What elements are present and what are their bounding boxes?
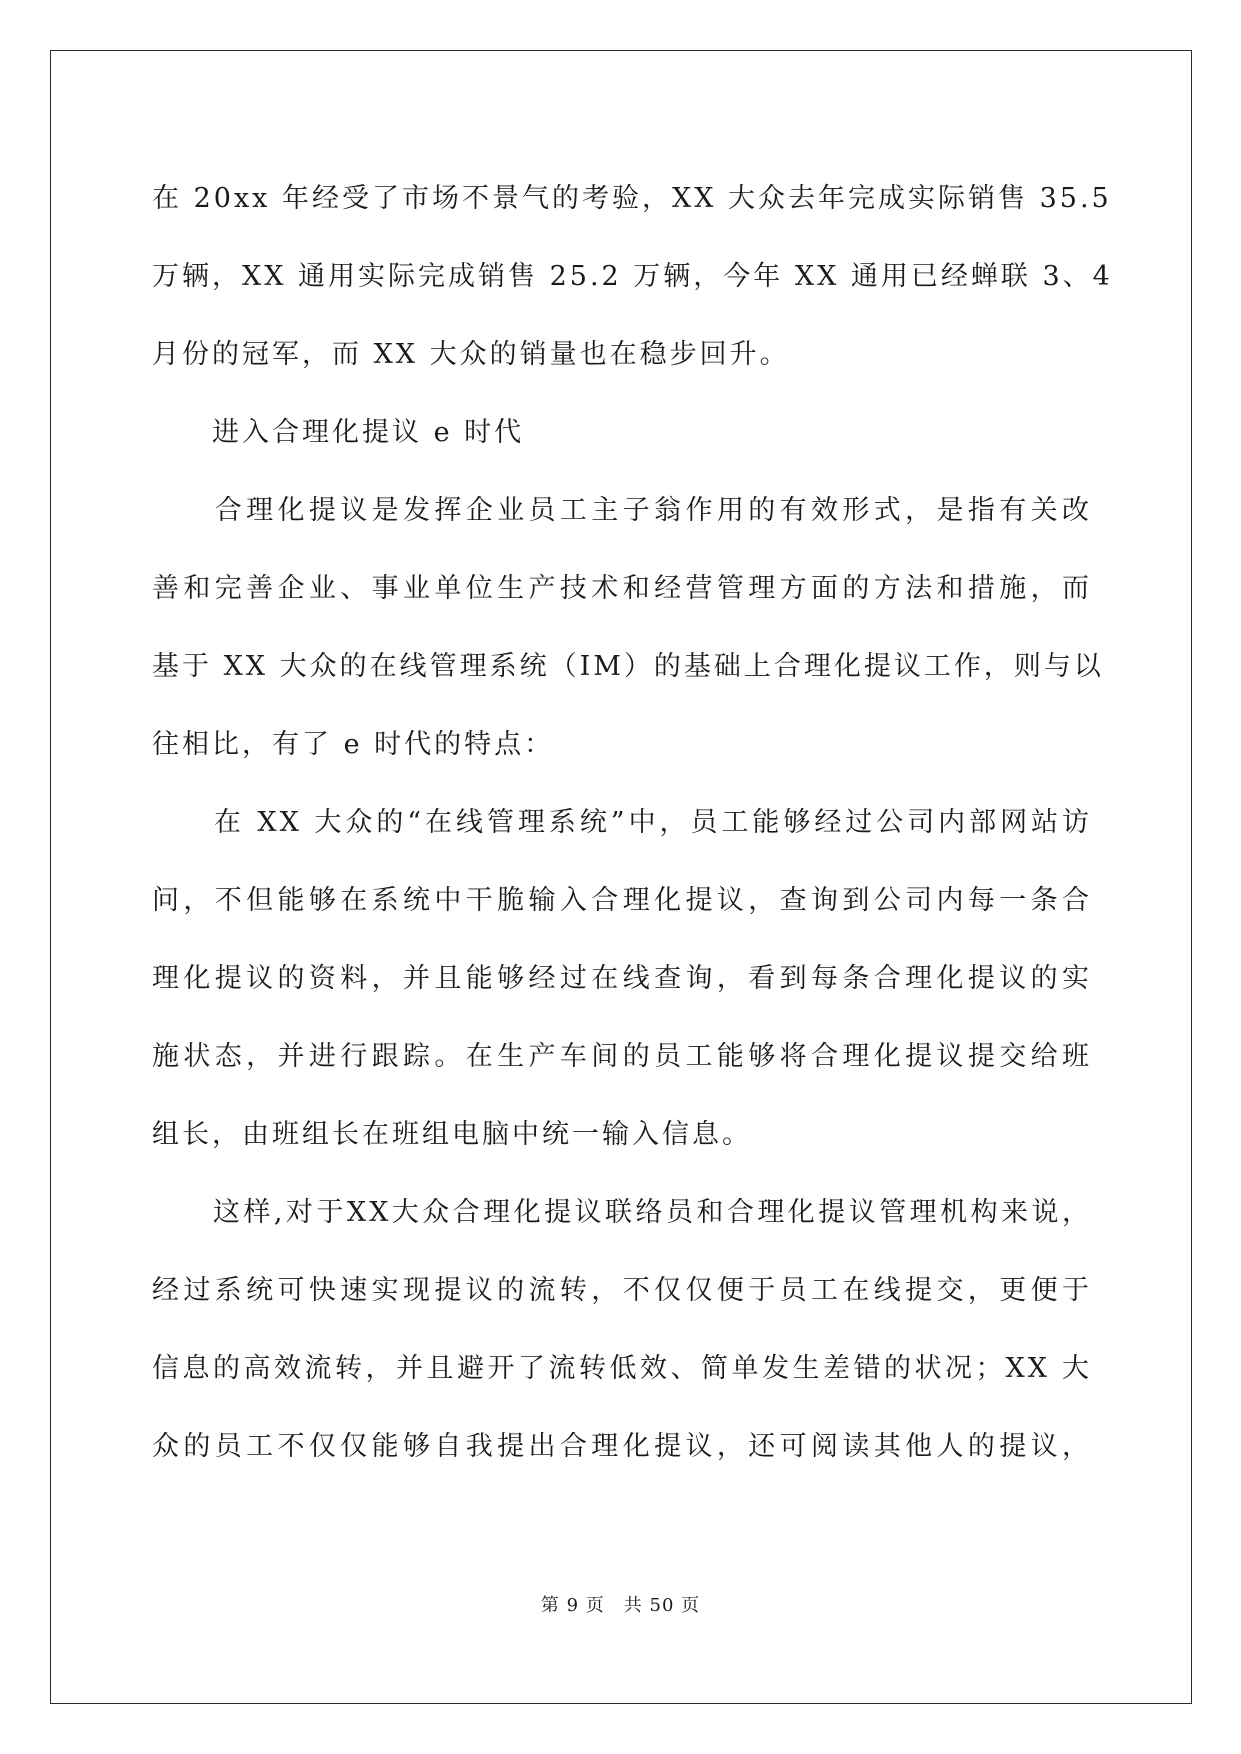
text-line: 众的员工不仅仅能够自我提出合理化提议，还可阅读其他人的提议， [152,1431,1092,1462]
document-body [152,160,1113,1486]
text-line: 往相比，有了 e 时代的特点： [152,729,555,760]
text-line: 这样,对于XX大众合理化提议联络员和合理化提议管理机构来说， [152,1197,1092,1228]
page-number-footer: 第 9 页 共 50 页 [540,1595,701,1616]
text-line: 基于 XX 大众的在线管理系统（IM）的基础上合理化提议工作，则与以 [152,651,1104,682]
text-line: 组长，由班组长在班组电脑中统一输入信息。 [152,1119,752,1150]
text-line: 合理化提议是发挥企业员工主子翁作用的有效形式，是指有关改 [152,495,1092,526]
text-line: 理化提议的资料，并且能够经过在线查询，看到每条合理化提议的实 [152,963,1092,994]
text-line: 月份的冠军，而 XX 大众的销量也在稳步回升。 [152,339,790,370]
text-line: 问，不但能够在系统中干脆输入合理化提议，查询到公司内每一条合 [152,885,1092,916]
text-line: 善和完善企业、事业单位生产技术和经营管理方面的方法和措施，而 [152,573,1092,604]
text-line: 信息的高效流转，并且避开了流转低效、简单发生差错的状况；XX 大 [152,1353,1092,1384]
text-line: 在 20xx 年经受了市场不景气的考验，XX 大众去年完成实际销售 35.5 [152,183,1112,214]
text-line: 万辆，XX 通用实际完成销售 25.2 万辆，今年 XX 通用已经蝉联 3、4 [152,261,1113,292]
text-line: 在 XX 大众的“在线管理系统”中，员工能够经过公司内部网站访 [152,807,1092,838]
section-heading: 进入合理化提议 e 时代 [152,417,525,448]
text-line: 经过系统可快速实现提议的流转，不仅仅便于员工在线提交，更便于 [152,1275,1092,1306]
text-line: 施状态，并进行跟踪。在生产车间的员工能够将合理化提议提交给班 [152,1041,1092,1072]
